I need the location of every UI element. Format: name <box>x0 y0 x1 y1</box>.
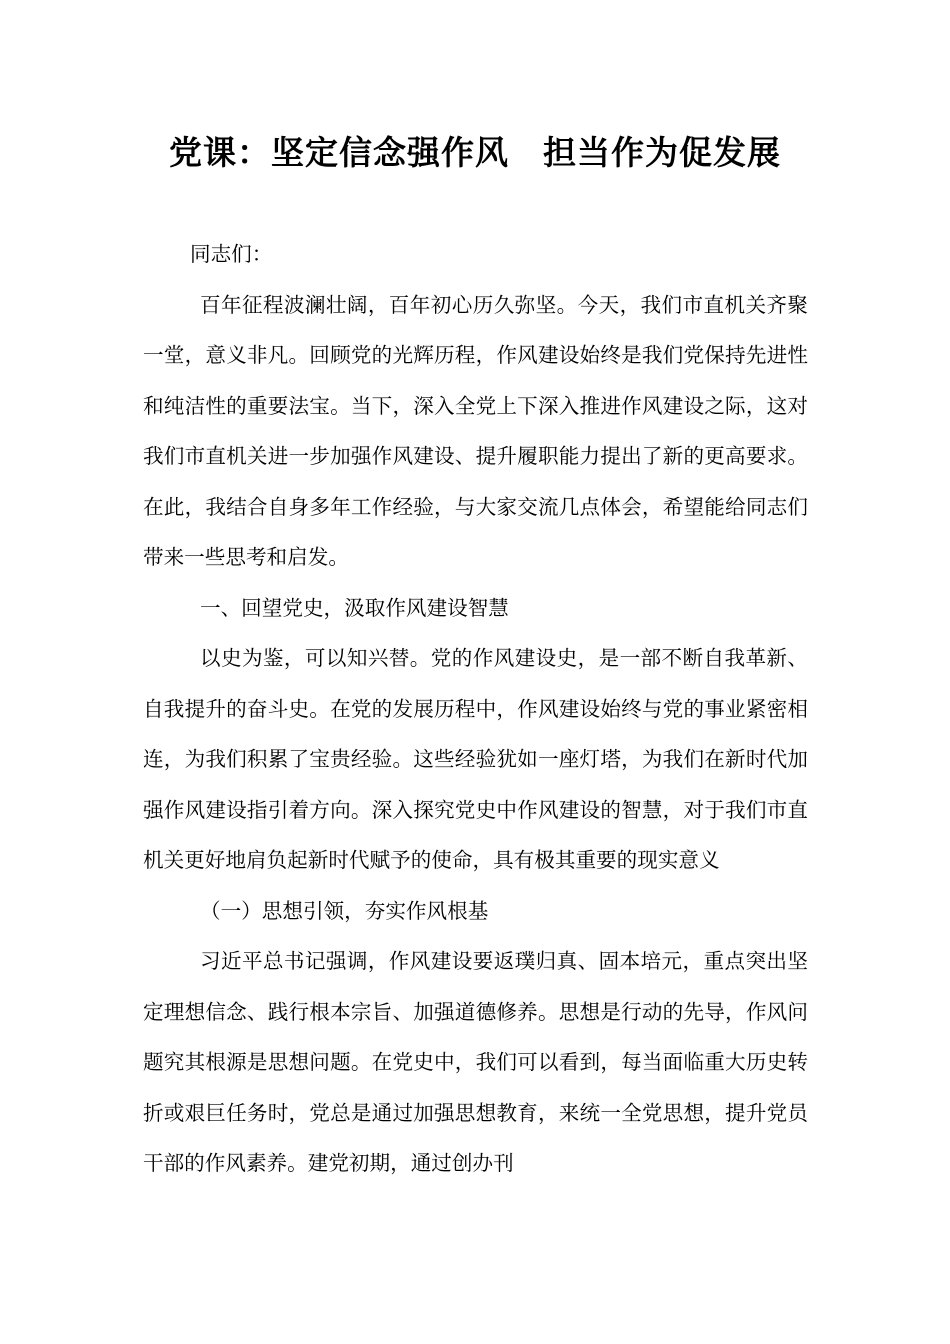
subsection-heading-1: （一）思想引领，夯实作风根基 <box>200 898 489 923</box>
document-body <box>143 229 808 1189</box>
document-title: 党课：坚定信念强作风 担当作为促发展 <box>169 133 781 172</box>
paragraph-history: 以史为鉴，可以知兴替。党的作风建设史，是一部不断自我革新、自我提升的奋斗史。在党的发展历程中，作风建设始终与党的事业紧密相连，为我们积累了宝贵经验。这些经验犹如一座灯塔，为我们在新时代加强作风建设指引着方向。深入探究党史中作风建设的智慧，对于我们市直机关更好地肩负起新时代赋予的使命，具有极其重要的现实意义 <box>143 646 808 872</box>
paragraph-thought: 习近平总书记强调，作风建设要返璞归真、固本培元，重点突出坚定理想信念、践行根本宗旨、加强道德修养。思想是行动的先导，作风问题究其根源是思想问题。在党史中，我们可以看到，每当面临重大历史转折或艰巨任务时，党总是通过加强思想教育，来统一全党思想，提升党员干部的作风素养。建党初期，通过创办刊 <box>143 949 808 1175</box>
salutation: 同志们： <box>190 242 273 266</box>
paragraph-opening: 百年征程波澜壮阔，百年初心历久弥坚。今天，我们市直机关齐聚一堂，意义非凡。回顾党的光辉历程，作风建设始终是我们党保持先进性和纯洁性的重要法宝。当下，深入全党上下深入推进作风建设之际，这对我们市直机关进一步加强作风建设、提升履职能力提出了新的更高要求。在此，我结合自身多年工作经验，与大家交流几点体会，希望能给同志们带来一些思考和启发。 <box>143 292 808 569</box>
section-heading-1: 一、回望党史，汲取作风建设智慧 <box>200 595 509 620</box>
